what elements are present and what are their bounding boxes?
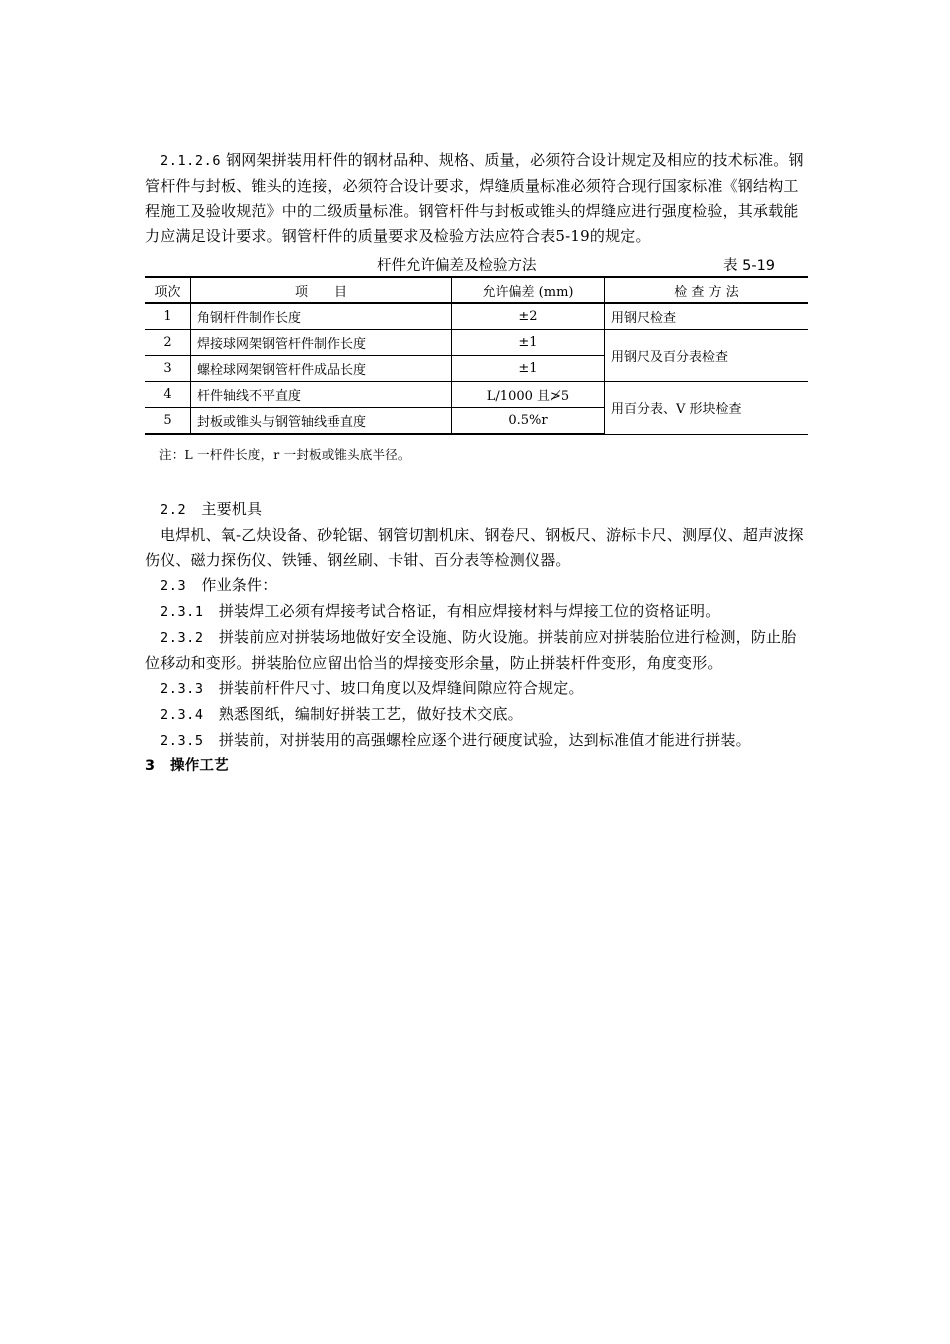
row-method-merged: 用钢尺及百分表检查 bbox=[605, 330, 809, 382]
row-no: 2 bbox=[145, 330, 191, 356]
row-item: 角钢杆件制作长度 bbox=[191, 303, 452, 330]
clause-2-3-5 bbox=[145, 728, 810, 754]
clause-number: 2.1.2.6 bbox=[160, 153, 222, 169]
clause-2-3-3 bbox=[145, 676, 810, 702]
row-tolerance: ±2 bbox=[452, 303, 605, 330]
table-header-row bbox=[145, 277, 808, 303]
clause-text: 拼装前，对拼装用的高强螺栓应逐个进行硬度试验，达到标准值才能进行拼装。 bbox=[218, 731, 751, 749]
clause-text: 熟悉图纸，编制好拼装工艺，做好技术交底。 bbox=[218, 705, 523, 723]
clause-number: 2.3.3 bbox=[160, 681, 204, 697]
clause-text: 拼装焊工必须有焊接考试合格证，有相应焊接材料与焊接工位的资格证明。 bbox=[218, 602, 721, 620]
clause-number: 2.3.5 bbox=[160, 733, 204, 749]
header-no: 项次 bbox=[145, 277, 191, 303]
section-title: 操作工艺 bbox=[170, 758, 229, 774]
section-3-heading bbox=[145, 754, 810, 779]
row-no: 4 bbox=[145, 382, 191, 408]
clause-text: 钢网架拼装用杆件的钢材品种、规格、质量，必须符合设计规定及相应的技术标准。钢管杆件与封板、锥头的连接，必须符合设计要求，焊缝质量标准必须符合现行国家标准《钢结构工程施工及验收规范》中的二级质量标准。钢管杆件与封板或锥头的焊缝应进行强度检验，其承载能力应满足设计要求。钢管杆件的质量要求及检验方法应符合表5-19的规定。 bbox=[145, 151, 804, 245]
row-tolerance: 0.5%r bbox=[452, 408, 605, 435]
clause-text: 拼装前应对拼装场地做好安全设施、防火设施。拼装前应对拼装胎位进行检测，防止胎位移动和变形。拼装胎位应留出恰当的焊接变形余量，防止拼装杆件变形，角度变形。 bbox=[145, 628, 797, 672]
table-title: 杆件允许偏差及检验方法 bbox=[377, 258, 537, 274]
section-number: 2.3 bbox=[160, 578, 187, 594]
row-no: 1 bbox=[145, 303, 191, 330]
row-tolerance: ±1 bbox=[452, 356, 605, 382]
row-no: 5 bbox=[145, 408, 191, 435]
clause-2-3-1 bbox=[145, 599, 810, 625]
section-2-2-heading bbox=[145, 497, 810, 523]
row-tolerance: L/1000 且≯5 bbox=[452, 382, 605, 408]
row-tolerance: ±1 bbox=[452, 330, 605, 356]
table-caption bbox=[145, 251, 810, 275]
clause-number: 2.3.1 bbox=[160, 604, 204, 620]
header-item: 项 目 bbox=[191, 277, 452, 303]
clause-number: 2.3.2 bbox=[160, 630, 204, 646]
clause-text: 拼装前杆件尺寸、坡口角度以及焊缝间隙应符合规定。 bbox=[218, 679, 584, 697]
row-item: 杆件轴线不平直度 bbox=[191, 382, 452, 408]
section-2-2-text: 电焊机、氧-乙炔设备、砂轮锯、钢管切割机床、钢卷尺、钢板尺、游标卡尺、测厚仪、超声波探伤仪、磁力探伤仪、铁锤、钢丝刷、卡钳、百分表等检测仪器。 bbox=[145, 526, 804, 569]
row-item: 焊接球网架钢管杆件制作长度 bbox=[191, 330, 452, 356]
document-page bbox=[145, 148, 810, 779]
clause-number: 2.3.4 bbox=[160, 707, 204, 723]
table-row bbox=[145, 382, 808, 408]
clause-2-3-4 bbox=[145, 702, 810, 728]
header-method: 检 查 方 法 bbox=[605, 277, 809, 303]
section-number: 3 bbox=[145, 758, 156, 774]
header-tolerance: 允许偏差 (mm) bbox=[452, 277, 605, 303]
section-title: 作业条件： bbox=[201, 576, 278, 594]
paragraph-2-1-2-6 bbox=[145, 148, 810, 249]
table-number: 表 5-19 bbox=[723, 258, 776, 274]
row-no: 3 bbox=[145, 356, 191, 382]
table-note: 注：L 一杆件长度，r 一封板或锥头底半径。 bbox=[159, 447, 411, 462]
section-2-3-heading bbox=[145, 573, 810, 599]
tolerance-table bbox=[145, 276, 808, 435]
row-method: 用钢尺检查 bbox=[605, 303, 809, 330]
section-title: 主要机具 bbox=[201, 500, 263, 518]
clause-2-3-2 bbox=[145, 625, 810, 676]
section-number: 2.2 bbox=[160, 502, 187, 518]
row-item: 螺栓球网架钢管杆件成品长度 bbox=[191, 356, 452, 382]
row-item: 封板或锥头与钢管轴线垂直度 bbox=[191, 408, 452, 435]
row-method-merged: 用百分表、V 形块检查 bbox=[605, 382, 809, 435]
table-row bbox=[145, 303, 808, 330]
table-row bbox=[145, 330, 808, 356]
